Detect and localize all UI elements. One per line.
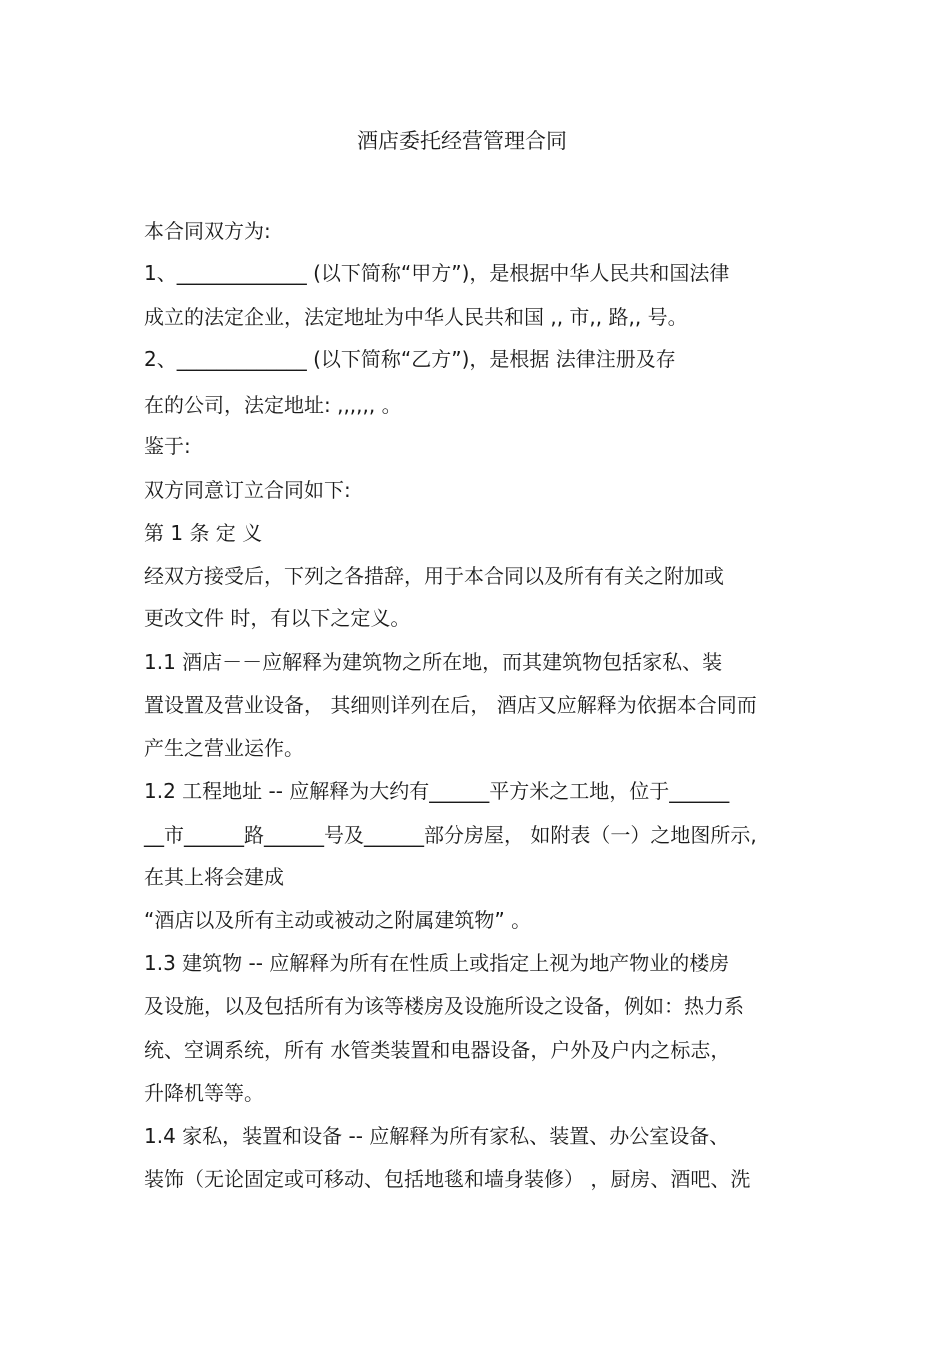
clause-1-1-line-2: 置设置及营业设备， 其细则详列在后， 酒店又应解释为依据本合同而 (144, 693, 757, 717)
party-b-line-1: 2、_____________ (以下简称“乙方”)，是根据 法律注册及存 (144, 347, 676, 371)
clause-1-3-line-2: 及设施，以及包括所有为该等楼房及设施所设之设备，例如：热力系 (144, 994, 744, 1018)
clause-1-2-line-2: __市______路______号及______部分房屋， 如附表（一）之地图所示, (144, 823, 757, 847)
intro-line: 本合同双方为: (144, 219, 271, 243)
clause-1-4-line-2: 装饰（无论固定或可移动、包括地毯和墙身装修） ，厨房、酒吧、洗 (144, 1167, 751, 1191)
clause-1-3-line-4: 升降机等等。 (144, 1081, 264, 1105)
clause-1-2-line-3: 在其上将会建成 (144, 865, 284, 889)
agreement-line: 双方同意订立合同如下: (144, 478, 351, 502)
clause-1-2-line-1: 1.2 工程地址 -- 应解释为大约有______平方米之工地，位于______ (144, 779, 730, 803)
definition-intro-line-2: 更改文件 时，有以下之定义。 (144, 606, 411, 630)
party-a-line-2: 成立的法定企业，法定地址为中华人民共和国 ,, 市,, 路,, 号。 (144, 305, 688, 329)
clause-1-4-line-1: 1.4 家私，装置和设备 -- 应解释为所有家私、装置、办公室设备、 (144, 1124, 730, 1148)
definition-intro-line-1: 经双方接受后，下列之各措辞，用于本合同以及所有有关之附加或 (144, 564, 724, 588)
clause-1-3-line-1: 1.3 建筑物 -- 应解释为所有在性质上或指定上视为地产物业的楼房 (144, 951, 730, 975)
whereas-line: 鉴于: (144, 434, 191, 458)
clause-1-2-line-4: “酒店以及所有主动或被动之附属建筑物” 。 (144, 908, 532, 932)
party-a-line-1: 1、_____________ (以下简称“甲方”)，是根据中华人民共和国法律 (144, 261, 730, 285)
clause-1-3-line-3: 统、空调系统，所有 水管类装置和电器设备，户外及户内之标志， (144, 1038, 731, 1062)
article-1-heading: 第 1 条 定 义 (144, 521, 263, 545)
party-b-line-2: 在的公司，法定地址: ,,,,,, 。 (144, 393, 402, 417)
clause-1-1-line-3: 产生之营业运作。 (144, 736, 304, 760)
document-title: 酒店委托经营管理合同 (357, 129, 567, 153)
clause-1-1-line-1: 1.1 酒店－－应解释为建筑物之所在地，而其建筑物包括家私、装 (144, 650, 723, 674)
